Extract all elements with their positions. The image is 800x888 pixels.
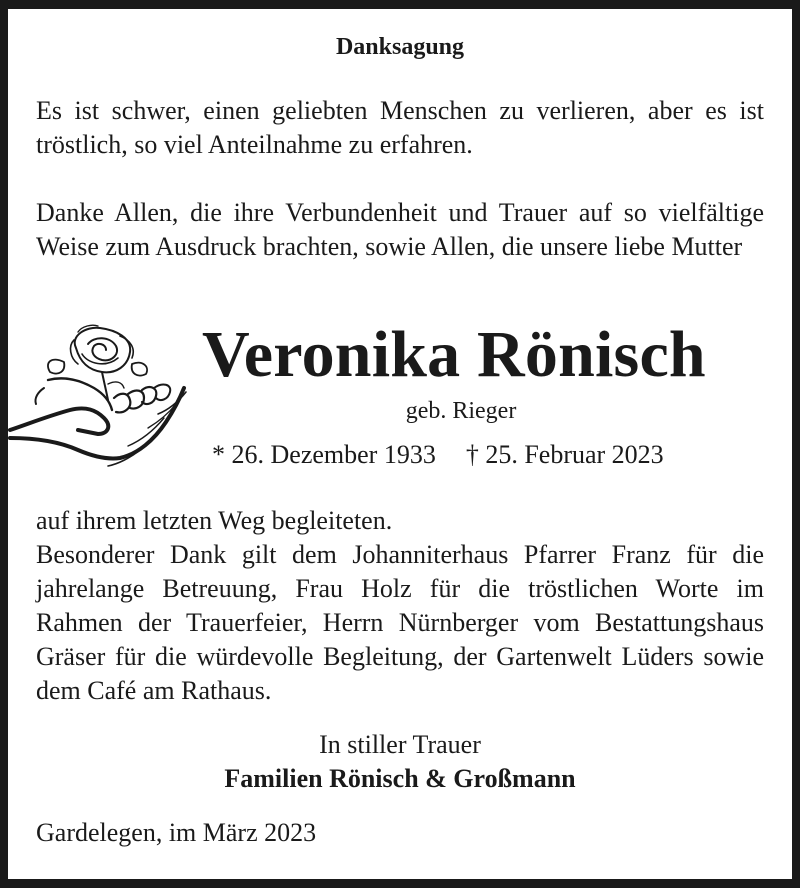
life-dates [212,438,772,472]
birth-name: geb. Rieger [405,398,517,424]
thanks-paragraph: Danke Allen, die ihre Verbundenheit und Trauer auf so vielfältige Weise zum Ausdruck brachten, sowie Allen, die unsere liebe Mutter [36,198,764,261]
final-journey-line: auf ihrem letzten Weg begleiteten. [36,506,393,535]
closing-line: In stiller Trauer [319,730,481,759]
birth-date: * 26. Dezember 1933 [212,440,436,469]
intro-paragraph: Es ist schwer, einen geliebten Menschen zu verlieren, aber es ist tröstlich, so viel Anteilnahme zu erfahren. [36,96,764,159]
hands-holding-rose-icon [8,318,190,470]
place-and-date: Gardelegen, im März 2023 [36,818,317,847]
notice-heading: Danksagung [335,34,465,60]
family-signature: Familien Rönisch & Großmann [224,764,576,793]
special-thanks-paragraph: Besonderer Dank gilt dem Johanniterhaus Pfarrer Franz für die jahrelange Betreuung, Frau Holz für die tröstlichen Worte im Rahmen der Trauerfeier, Herrn Nürnberger vom Bestattungshaus Gräser für die würdevolle Begleitung, der Gartenwelt Lüders sowie dem Café am Rathaus. [36,540,764,705]
death-date: † 25. Februar 2023 [465,440,664,469]
deceased-name: Veronika Rönisch [202,318,706,391]
